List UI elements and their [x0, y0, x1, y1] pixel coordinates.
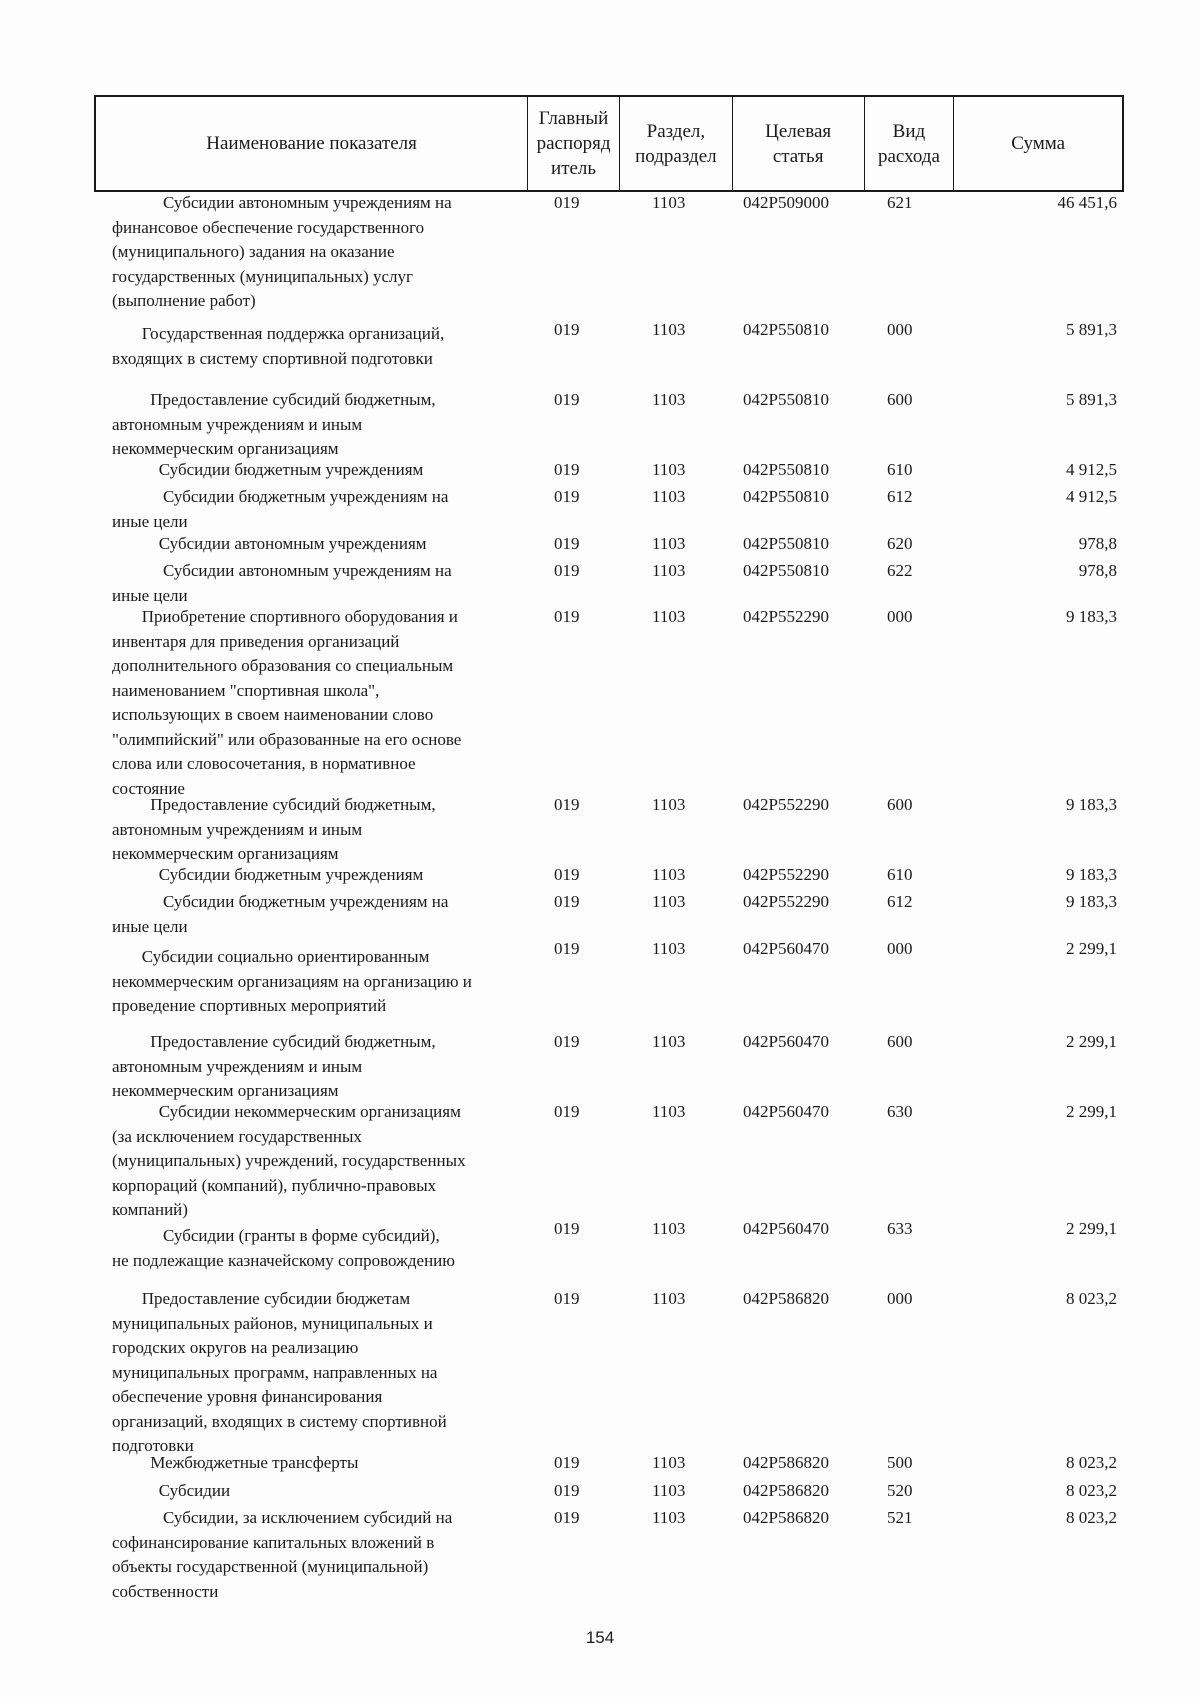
row-sum: 2 299,1	[1066, 1102, 1117, 1121]
row-target-article: 042P550810	[743, 534, 829, 553]
row-name: Субсидии автономным учреждениям на иные цели	[112, 561, 452, 605]
row-sum: 9 183,3	[1066, 892, 1117, 911]
row-target-article: 042P586820	[743, 1481, 829, 1500]
row-chief-administrator: 019	[554, 460, 580, 479]
row-sum: 2 299,1	[1066, 939, 1117, 958]
row-target-article: 042P550810	[743, 320, 829, 339]
row-name: Субсидии бюджетным учреждениям на иные цели	[112, 892, 449, 936]
row-section: 1103	[652, 1219, 686, 1238]
header-chief-administrator: Главный распоряд итель	[528, 97, 620, 190]
row-expense-type: 520	[887, 1481, 913, 1500]
row-name: Субсидии, за исключением субсидий на софинансирование капитальных вложений в объекты государственной (муниципальной) собственности	[112, 1508, 453, 1601]
header-expense-type: Вид расхода	[865, 97, 955, 190]
row-chief-administrator: 019	[554, 534, 580, 553]
row-name: Субсидии автономным учреждениям на финансовое обеспечение государственного (муниципального) задания на оказание государственных (муниципальных) услуг (выполнение работ)	[112, 193, 452, 310]
row-target-article: 042P552290	[743, 795, 829, 814]
row-name: Субсидии автономным учреждениям	[112, 534, 427, 553]
row-section: 1103	[652, 390, 686, 409]
row-chief-administrator: 019	[554, 892, 580, 911]
row-expense-type: 621	[887, 193, 913, 212]
row-chief-administrator: 019	[554, 865, 580, 884]
row-target-article: 042P560470	[743, 1219, 829, 1238]
row-chief-administrator: 019	[554, 1508, 580, 1527]
row-sum: 4 912,5	[1066, 460, 1117, 479]
row-section: 1103	[652, 193, 686, 212]
header-section: Раздел, подраздел	[620, 97, 733, 190]
row-target-article: 042P586820	[743, 1289, 829, 1308]
row-name: Субсидии социально ориентированным некоммерческим организациям на организацию и проведение спортивных мероприятий	[112, 947, 472, 1015]
row-section: 1103	[652, 460, 686, 479]
row-target-article: 042P560470	[743, 939, 829, 958]
row-target-article: 042P550810	[743, 390, 829, 409]
row-target-article: 042P552290	[743, 607, 829, 626]
row-name: Субсидии (гранты в форме субсидий), не подлежащие казначейскому сопровождению	[112, 1226, 455, 1270]
row-chief-administrator: 019	[554, 1032, 580, 1051]
row-sum: 9 183,3	[1066, 607, 1117, 626]
row-sum: 5 891,3	[1066, 320, 1117, 339]
row-target-article: 042P550810	[743, 561, 829, 580]
row-sum: 4 912,5	[1066, 487, 1117, 506]
row-section: 1103	[652, 561, 686, 580]
row-expense-type: 600	[887, 390, 913, 409]
row-chief-administrator: 019	[554, 1289, 580, 1308]
row-name: Государственная поддержка организаций, входящих в систему спортивной подготовки	[112, 324, 445, 368]
row-sum: 8 023,2	[1066, 1453, 1117, 1472]
row-expense-type: 000	[887, 939, 913, 958]
row-section: 1103	[652, 939, 686, 958]
row-chief-administrator: 019	[554, 1481, 580, 1500]
row-chief-administrator: 019	[554, 795, 580, 814]
row-section: 1103	[652, 534, 686, 553]
row-name: Межбюджетные трансферты	[112, 1453, 359, 1472]
row-chief-administrator: 019	[554, 561, 580, 580]
row-sum: 978,8	[1078, 534, 1117, 553]
row-target-article: 042P560470	[743, 1032, 829, 1051]
row-name: Предоставление субсидии бюджетам муниципальных районов, муниципальных и городских округов на реализацию муниципальных программ, направленных на обеспечение уровня финансирования организаций, входящих в систему спортивной подготовки	[112, 1289, 447, 1455]
row-expense-type: 622	[887, 561, 913, 580]
row-section: 1103	[652, 1102, 686, 1121]
row-section: 1103	[652, 795, 686, 814]
row-chief-administrator: 019	[554, 390, 580, 409]
header-target-article: Целевая статья	[733, 97, 865, 190]
row-name: Субсидии бюджетным учреждениям	[112, 865, 424, 884]
row-name: Субсидии	[112, 1481, 231, 1500]
row-expense-type: 610	[887, 865, 913, 884]
row-section: 1103	[652, 865, 686, 884]
row-section: 1103	[652, 487, 686, 506]
row-sum: 2 299,1	[1066, 1219, 1117, 1238]
row-name: Предоставление субсидий бюджетным, автономным учреждениям и иным некоммерческим организациям	[112, 795, 436, 863]
row-section: 1103	[652, 320, 686, 339]
row-sum: 9 183,3	[1066, 865, 1117, 884]
page-number: 154	[585, 1628, 615, 1647]
row-chief-administrator: 019	[554, 1453, 580, 1472]
row-name: Предоставление субсидий бюджетным, автономным учреждениям и иным некоммерческим организациям	[112, 1032, 436, 1100]
row-target-article: 042P552290	[743, 892, 829, 911]
row-expense-type: 610	[887, 460, 913, 479]
row-expense-type: 500	[887, 1453, 913, 1472]
row-sum: 5 891,3	[1066, 390, 1117, 409]
row-sum: 9 183,3	[1066, 795, 1117, 814]
row-sum: 978,8	[1078, 561, 1117, 580]
row-expense-type: 000	[887, 320, 913, 339]
row-expense-type: 633	[887, 1219, 913, 1238]
row-expense-type: 600	[887, 795, 913, 814]
row-expense-type: 630	[887, 1102, 913, 1121]
row-target-article: 042P550810	[743, 487, 829, 506]
row-name: Субсидии бюджетным учреждениям на иные цели	[112, 487, 449, 531]
row-sum: 8 023,2	[1066, 1289, 1117, 1308]
row-sum: 8 023,2	[1066, 1508, 1117, 1527]
row-sum: 46 451,6	[1057, 193, 1117, 212]
row-target-article: 042P509000	[743, 193, 829, 212]
row-expense-type: 612	[887, 487, 913, 506]
row-section: 1103	[652, 1453, 686, 1472]
header-name: Наименование показателя	[96, 97, 528, 190]
row-chief-administrator: 019	[554, 1219, 580, 1238]
row-sum: 2 299,1	[1066, 1032, 1117, 1051]
row-expense-type: 612	[887, 892, 913, 911]
row-section: 1103	[652, 1481, 686, 1500]
row-expense-type: 620	[887, 534, 913, 553]
row-section: 1103	[652, 1508, 686, 1527]
row-expense-type: 000	[887, 607, 913, 626]
row-chief-administrator: 019	[554, 487, 580, 506]
row-name: Приобретение спортивного оборудования и инвентаря для приведения организаций дополнительного образования со специальным наименованием "спортивная школа", использующих в своем наименовании слово "олимпийский" или образованные на его основе слова или словосочетания, в нормативное состояние	[112, 607, 462, 798]
row-section: 1103	[652, 1032, 686, 1051]
row-chief-administrator: 019	[554, 193, 580, 212]
row-target-article: 042P586820	[743, 1453, 829, 1472]
row-section: 1103	[652, 1289, 686, 1308]
row-expense-type: 600	[887, 1032, 913, 1051]
row-target-article: 042P552290	[743, 865, 829, 884]
row-chief-administrator: 019	[554, 939, 580, 958]
row-name: Субсидии некоммерческим организациям (за исключением государственных (муниципальных) учреждений, государственных корпораций (компаний), публично-правовых компаний)	[112, 1102, 466, 1219]
row-chief-administrator: 019	[554, 1102, 580, 1121]
row-expense-type: 000	[887, 1289, 913, 1308]
row-expense-type: 521	[887, 1508, 913, 1527]
row-chief-administrator: 019	[554, 320, 580, 339]
row-name: Предоставление субсидий бюджетным, автономным учреждениям и иным некоммерческим организациям	[112, 390, 436, 458]
row-section: 1103	[652, 607, 686, 626]
row-section: 1103	[652, 892, 686, 911]
row-chief-administrator: 019	[554, 607, 580, 626]
header-sum: Сумма	[1011, 133, 1066, 154]
row-target-article: 042P560470	[743, 1102, 829, 1121]
row-target-article: 042P550810	[743, 460, 829, 479]
row-target-article: 042P586820	[743, 1508, 829, 1527]
row-sum: 8 023,2	[1066, 1481, 1117, 1500]
row-name: Субсидии бюджетным учреждениям	[112, 460, 424, 479]
